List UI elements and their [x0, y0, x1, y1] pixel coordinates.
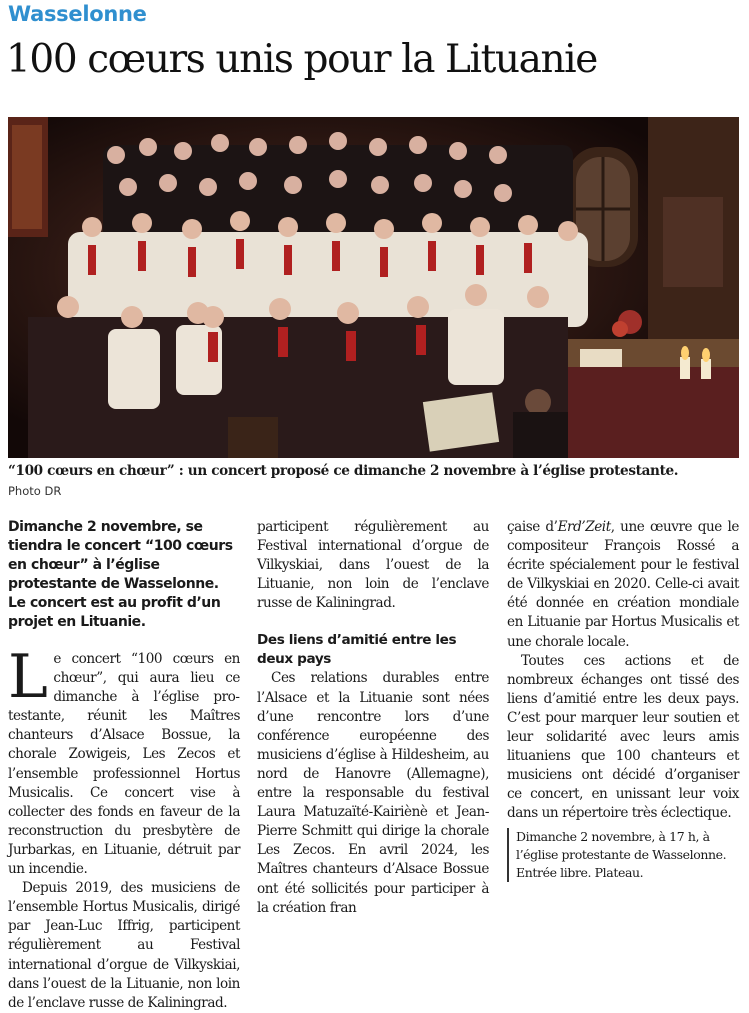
- paragraph-1-text: e concert “100 cœurs en chœur”, qui aura lieu ce dimanche à l’église protestante, réunit les Maîtres chanteurs d’Alsace Bossue, la chorale Zowigeis, Les Zecos et l’ensemble professionnel Hortus Musicalis. Ce concert vise à collecter des fonds en faveur de la reconstruction du presbytère de Jurbarkas, en Lituanie, détruit par un incendie.: [8, 651, 240, 878]
- article-paragraph-3-continued: [507, 518, 739, 652]
- choir-photo: [8, 117, 739, 458]
- article-paragraph-4: Toutes ces actions et de nombreux échanges ont tissé des liens d’amitié entre les deux pays. C’est pour marquer leur soutien et leur solidarité avec leurs amis lituaniens que 100 chanteurs et musiciens ont décidé d’organiser ce concert, en unissant leur voix dans un répertoire très éclectique.: [507, 652, 739, 822]
- article-subhead: Des liens d’amitié entre les deux pays: [257, 632, 457, 668]
- event-info-box: Dimanche 2 novembre, à 17 h, à l’église protestante de Wasselonne. Entrée libre. Plateau.: [507, 828, 739, 882]
- article-paragraph-2: Depuis 2019, des musiciens de l’ensemble Hortus Musicalis, dirigé par Jean-Luc Iffrig, participent régulièrement au Festival international d’orgue de Vilkyskiai, dans l’ouest de la Lituanie, non loin de l’enclave russe de Kaliningrad.: [8, 880, 240, 1011]
- p3-text-post: , une œuvre que le compositeur François Rossé a écrite spécialement pour le festival de Vilkyskiai en 2020. Celle-ci avait été donnée en création mondiale en Lituanie par Hortus Musicalis et une chorale locale.: [507, 519, 739, 650]
- section-kicker: Wasselonne: [8, 2, 147, 26]
- article-paragraph-1: [8, 642, 240, 879]
- article-column-2: [257, 518, 489, 918]
- photo-caption: “100 cœurs en chœur” : un concert proposé ce dimanche 2 novembre à l’église protestante.: [8, 463, 679, 479]
- work-title: Erd’Zeit: [557, 519, 611, 535]
- headline: 100 cœurs unis pour la Lituanie: [6, 37, 597, 82]
- p3-text-pre: çaise d’: [507, 519, 558, 535]
- article-column-3: [507, 518, 739, 882]
- article-intro: Dimanche 2 novembre, se tiendra le concert “100 cœurs en chœur” à l’église protestante de Wasselonne. Le concert est au profit d’un projet en Lituanie.: [8, 519, 233, 630]
- drop-cap: L: [8, 642, 48, 712]
- article-paragraph-2-continued: participent régulièrement au Festival international d’orgue de Vilkyskiai, dans l’ouest de la Lituanie, non loin de l’enclave russe de Kaliningrad.: [257, 519, 489, 612]
- article-column-1: [8, 518, 240, 1011]
- article-paragraph-3: Ces relations durables entre l’Alsace et la Lituanie sont nées d’une rencontre lors d’une conférence européenne des musiciens d’église à Hildesheim, au nord de Hanovre (Allemagne), entre la responsable du festival Laura Matuzaïté-Kairiènè et Jean-Pierre Schmitt qui dirige la chorale Les Zecos. En avril 2024, les Maîtres chanteurs d’Alsace Bossue ont été sollicités pour participer à la création fran: [257, 670, 489, 916]
- photo-credit: Photo DR: [8, 484, 62, 498]
